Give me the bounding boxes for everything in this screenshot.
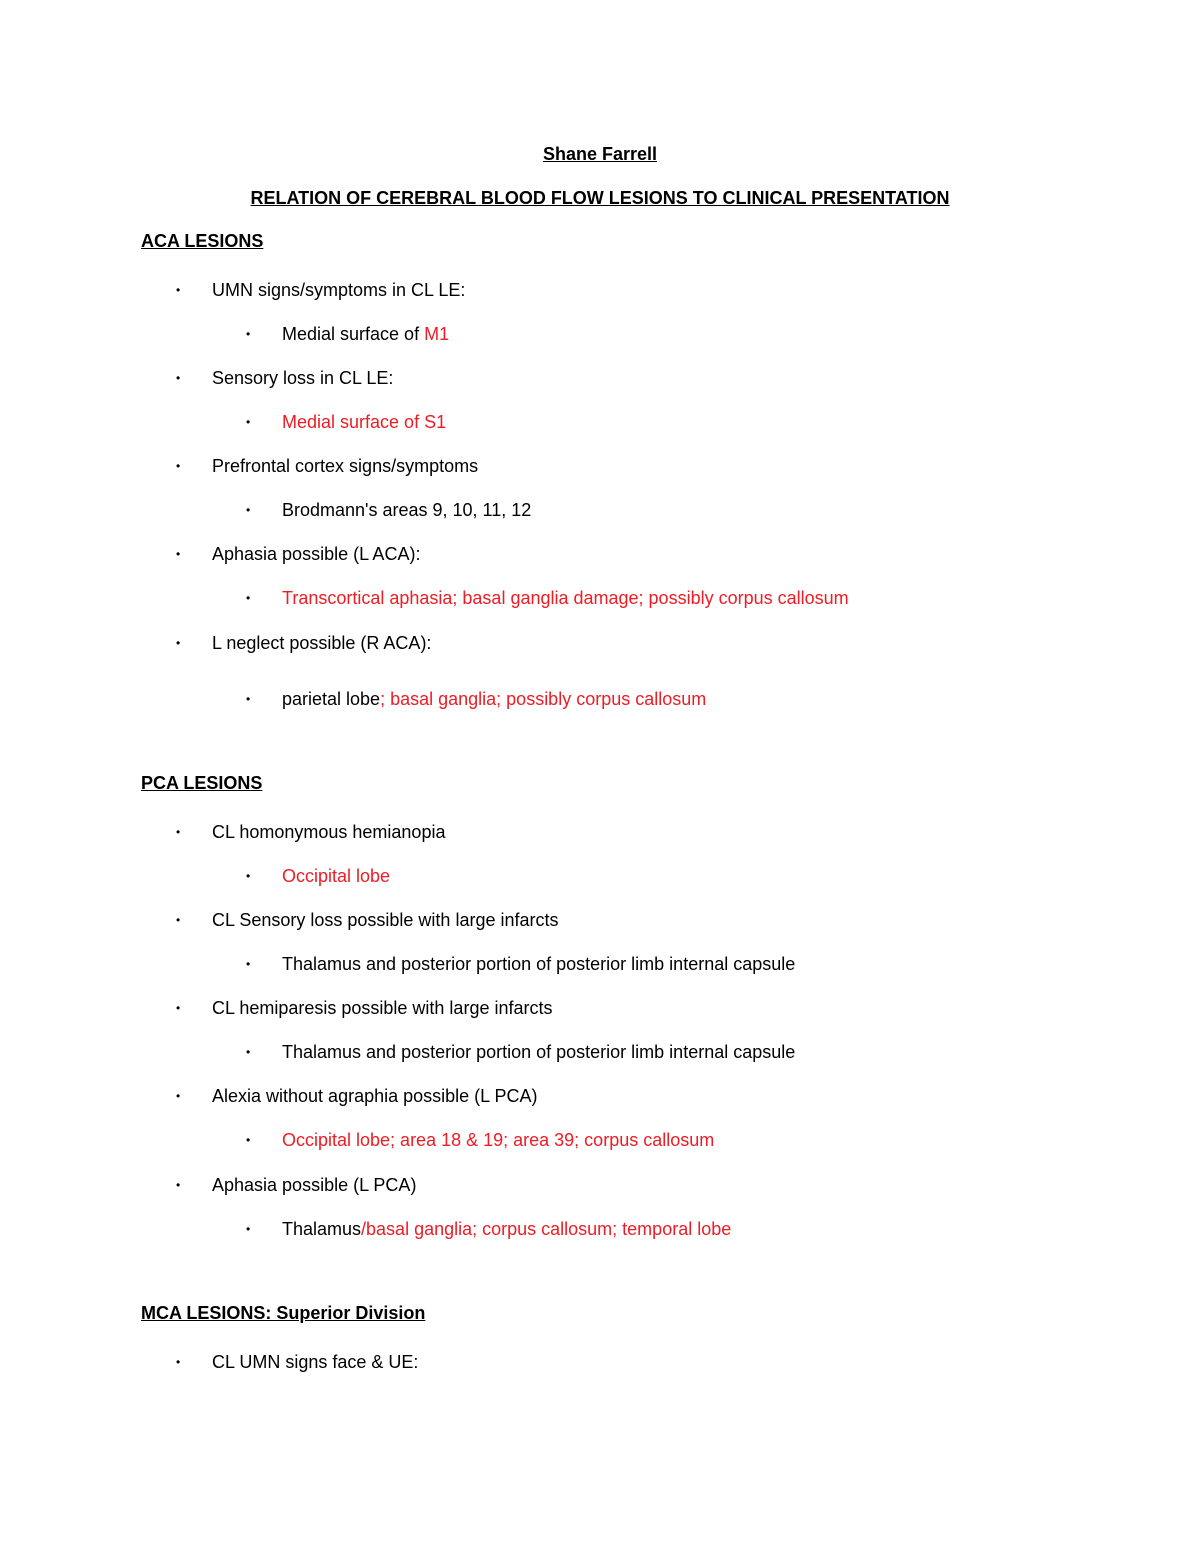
list-item-text: /basal ganglia; corpus callosum; temporal lobe: [361, 1219, 732, 1239]
sub-list-item: [246, 498, 532, 522]
list-item: [176, 1350, 419, 1374]
bullet-icon: •: [176, 913, 181, 927]
list-item-text: Brodmann's areas 9, 10, 11, 12: [282, 500, 532, 520]
list-item: [176, 1084, 538, 1108]
list-item-text: Alexia without agraphia possible (L PCA): [212, 1086, 538, 1106]
bullet-icon: •: [246, 1222, 251, 1236]
list-item-text: Occipital lobe: [282, 866, 391, 886]
bullet-icon: •: [246, 692, 251, 706]
bullet-icon: •: [176, 1089, 181, 1103]
list-item-text: Thalamus: [282, 1219, 362, 1239]
bullet-icon: •: [176, 1355, 181, 1369]
sub-list-item: [246, 1217, 732, 1241]
list-item-text: Aphasia possible (L ACA):: [212, 544, 421, 564]
sub-list-item: [246, 586, 849, 610]
list-item-text: Medial surface of S1: [282, 412, 447, 432]
list-item: [176, 996, 553, 1020]
list-item-text: ; basal ganglia; possibly corpus callosum: [380, 689, 707, 709]
bullet-icon: •: [176, 459, 181, 473]
list-item-text: parietal lobe: [282, 689, 381, 709]
section-heading: MCA LESIONS: Superior Division: [141, 1303, 426, 1323]
list-item-text: Sensory loss in CL LE:: [212, 368, 394, 388]
bullet-icon: •: [176, 371, 181, 385]
list-item-text: M1: [424, 324, 450, 344]
list-item-text: Occipital lobe; area 18 & 19; area 39; corpus callosum: [282, 1130, 715, 1150]
list-item-text: UMN signs/symptoms in CL LE:: [212, 280, 466, 300]
bullet-icon: •: [246, 957, 251, 971]
bullet-icon: •: [176, 636, 181, 650]
bullet-icon: •: [176, 1001, 181, 1015]
list-item-text: CL homonymous hemianopia: [212, 822, 446, 842]
author-name: Shane Farrell: [542, 144, 658, 164]
list-item-text: Aphasia possible (L PCA): [212, 1175, 417, 1195]
bullet-icon: •: [246, 503, 251, 517]
bullet-icon: •: [246, 1133, 251, 1147]
section-heading: ACA LESIONS: [141, 231, 264, 251]
bullet-icon: •: [246, 1045, 251, 1059]
list-item-text: CL UMN signs face & UE:: [212, 1352, 419, 1372]
list-item: [176, 366, 394, 390]
bullet-icon: •: [246, 327, 251, 341]
bullet-icon: •: [176, 1178, 181, 1192]
list-item: [176, 631, 432, 655]
list-item-text: Thalamus and posterior portion of posterior limb internal capsule: [282, 1042, 796, 1062]
sub-list-item: [246, 1040, 796, 1064]
section-heading: PCA LESIONS: [141, 773, 263, 793]
list-item: [176, 1173, 417, 1197]
list-item-text: L neglect possible (R ACA):: [212, 633, 432, 653]
list-item: [176, 278, 466, 302]
list-item-text: Thalamus and posterior portion of posterior limb internal capsule: [282, 954, 796, 974]
sub-list-item: [246, 322, 450, 346]
sub-list-item: [246, 1128, 715, 1152]
list-item: [176, 820, 446, 844]
sub-list-item: [246, 864, 391, 888]
list-item-text: Prefrontal cortex signs/symptoms: [212, 456, 479, 476]
bullet-icon: •: [176, 825, 181, 839]
list-item-text: Medial surface of: [282, 324, 425, 344]
document-title: RELATION OF CEREBRAL BLOOD FLOW LESIONS TO CLINICAL PRESENTATION: [250, 188, 950, 208]
bullet-icon: •: [246, 869, 251, 883]
bullet-icon: •: [246, 415, 251, 429]
bullet-icon: •: [176, 547, 181, 561]
list-item-text: Transcortical aphasia; basal ganglia damage; possibly corpus callosum: [282, 588, 849, 608]
list-item: [176, 908, 559, 932]
list-item-text: CL Sensory loss possible with large infarcts: [212, 910, 559, 930]
list-item-text: CL hemiparesis possible with large infarcts: [212, 998, 553, 1018]
sub-list-item: [246, 687, 707, 711]
bullet-icon: •: [246, 591, 251, 605]
list-item: [176, 454, 479, 478]
bullet-icon: •: [176, 283, 181, 297]
sub-list-item: [246, 410, 447, 434]
sub-list-item: [246, 952, 796, 976]
list-item: [176, 542, 421, 566]
